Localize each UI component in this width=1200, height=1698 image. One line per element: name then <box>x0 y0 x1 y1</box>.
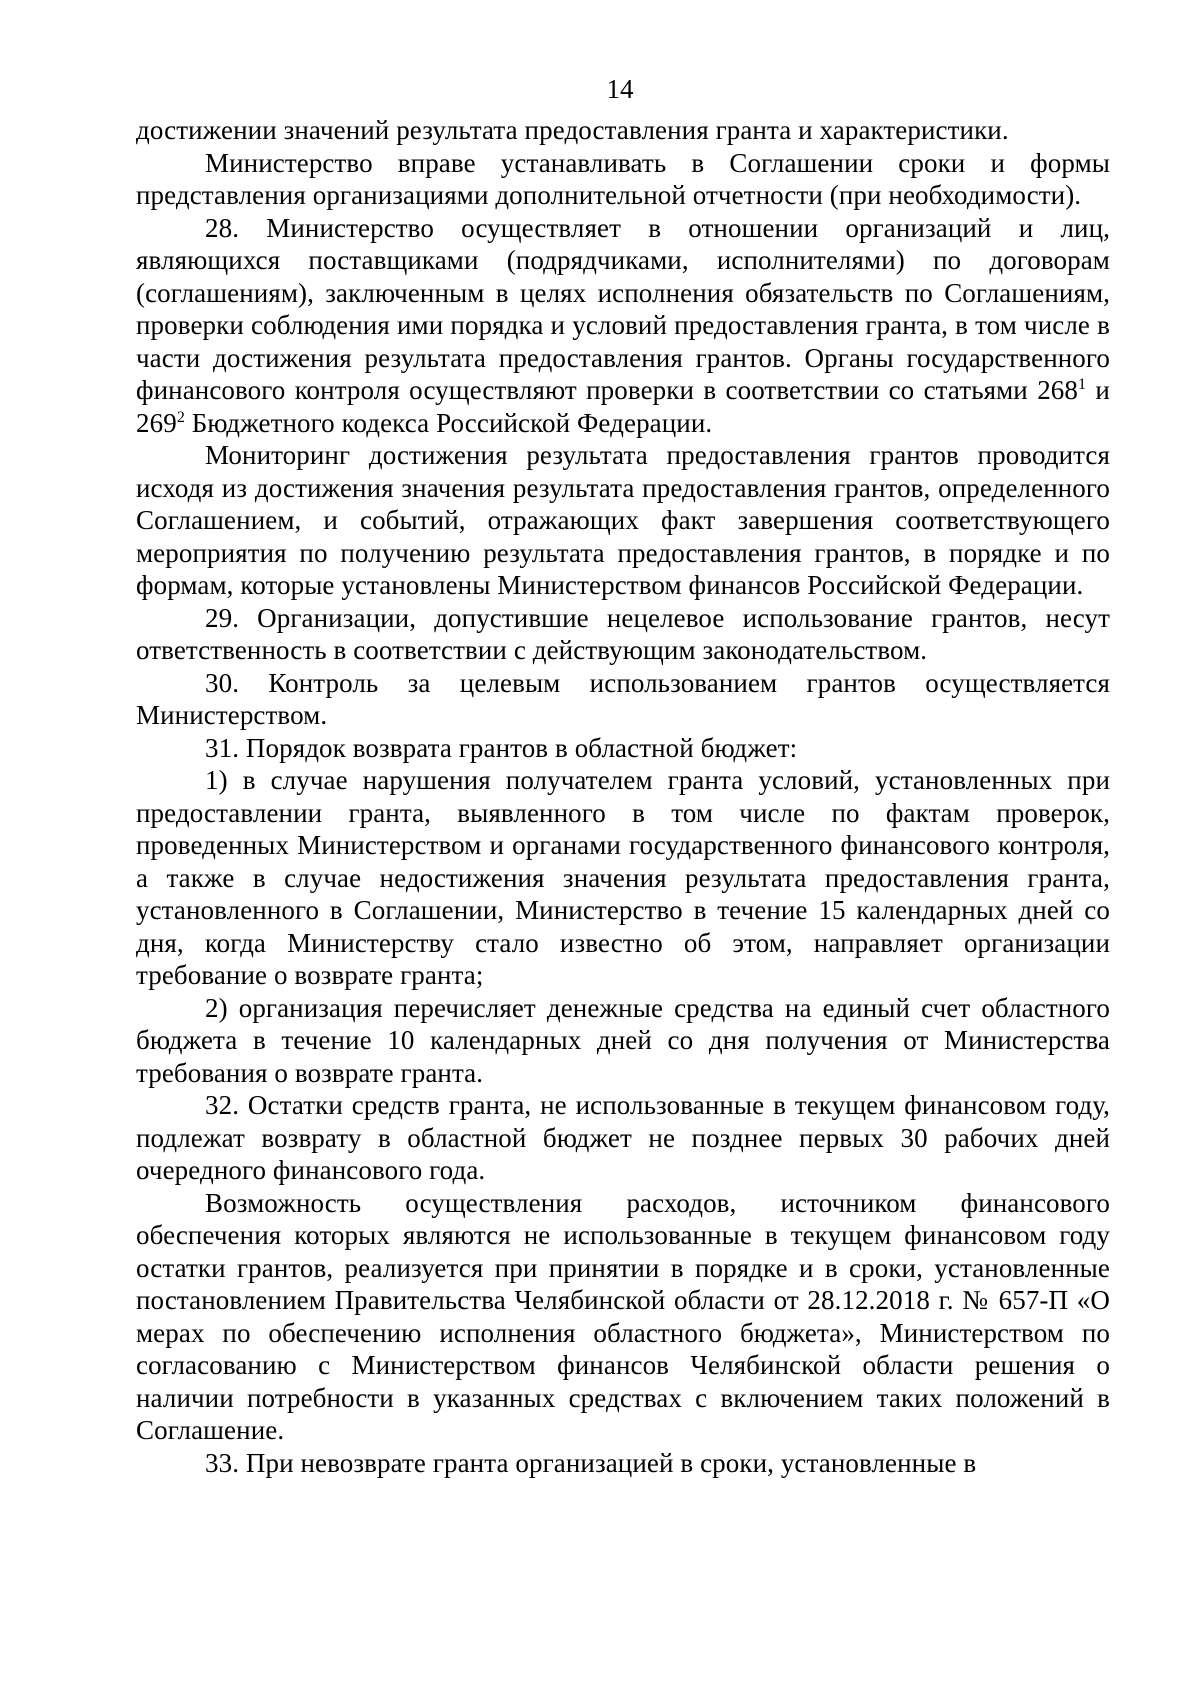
paragraph: Мониторинг достижения результата предоставления грантов проводится исходя из достижения значения результата предоставления грантов, определенного Соглашением, и событий, отражающих факт завершения соответствующего мероприятия по получению результата предоставления грантов, в порядке и по формам, которые установлены Министерством финансов Российской Федерации. <box>136 440 1110 600</box>
paragraph-item-31: 31. Порядок возврата грантов в областной бюджет: <box>205 732 798 763</box>
article-number: 268 <box>1037 375 1078 405</box>
paragraph-text: 28. Министерство осуществляет в отношении организаций и лиц, являющихся поставщиками (подрядчиками, исполнителями) по договорам (соглашениям), заключенным в целях исполнения обязательств по Соглашениям, проверки соблюдения ими порядка и условий предоставления гранта, в том числе в части достижения результата предоставления грантов. Органы государственного финансового контроля осуществляют проверки в соответствии со статьями <box>136 212 1110 405</box>
superscript: 1 <box>1078 376 1087 393</box>
paragraph: Министерство вправе устанавливать в Соглашении сроки и формы представления организациями дополнительной отчетности (при необходимости). <box>136 147 1110 210</box>
page-number: 14 <box>606 74 634 104</box>
paragraph: Возможность осуществления расходов, источником финансового обеспечения которых являются не использованные в текущем финансовом году остатки грантов, реализуется при принятии в порядке и в сроки, установленные постановлением Правительства Челябинской области от 28.12.2018 г. № 657-П «О мерах по обеспечению исполнения областного бюджета», Министерством по согласованию с Министерством финансов Челябинской области решения о наличии потребности в указанных средствах с включением таких положений в Соглашение. <box>136 1187 1110 1445</box>
paragraph-item-28 <box>136 212 1110 440</box>
paragraph-item-32: 32. Остатки средств гранта, не использованные в текущем финансовом году, подлежат возврату в областной бюджет не позднее первых 30 рабочих дней очередного финансового года. <box>136 1090 1110 1185</box>
paragraph-item-33: 33. При невозврате гранта организацией в сроки, установленные в <box>205 1447 977 1478</box>
superscript: 2 <box>176 408 185 426</box>
subitem-1: 1) в случае нарушения получателем гранта условий, установленных при предоставлении гранта, выявленного в том числе по фактам проверок, проведенных Министерством и органами государственного финансового контроля, а также в случае недостижения значения результата предоставления гранта, установленного в Соглашении, Министерство в течение 15 календарных дней со дня, когда Министерству стало известно об этом, направляет организации требование о возврате гранта; <box>136 765 1110 990</box>
paragraph-item-29: 29. Организации, допустившие нецелевое использование грантов, несут ответственность в соответствии с действующим законодательством. <box>136 602 1110 665</box>
article-number: 269 <box>136 407 177 438</box>
paragraph-text: Бюджетного кодекса Российской Федерации. <box>184 407 713 438</box>
paragraph-item-30: 30. Контроль за целевым использованием грантов осуществляется Министерством. <box>136 667 1110 730</box>
subitem-2: 2) организация перечисляет денежные средства на единый счет областного бюджета в течение 10 календарных дней со дня получения от Министерства требования о возврате гранта. <box>136 992 1110 1088</box>
document-body <box>136 114 1110 1479</box>
conjunction: и <box>1086 375 1110 405</box>
paragraph-continuation: достижении значений результата предоставления гранта и характеристики. <box>136 115 1009 145</box>
